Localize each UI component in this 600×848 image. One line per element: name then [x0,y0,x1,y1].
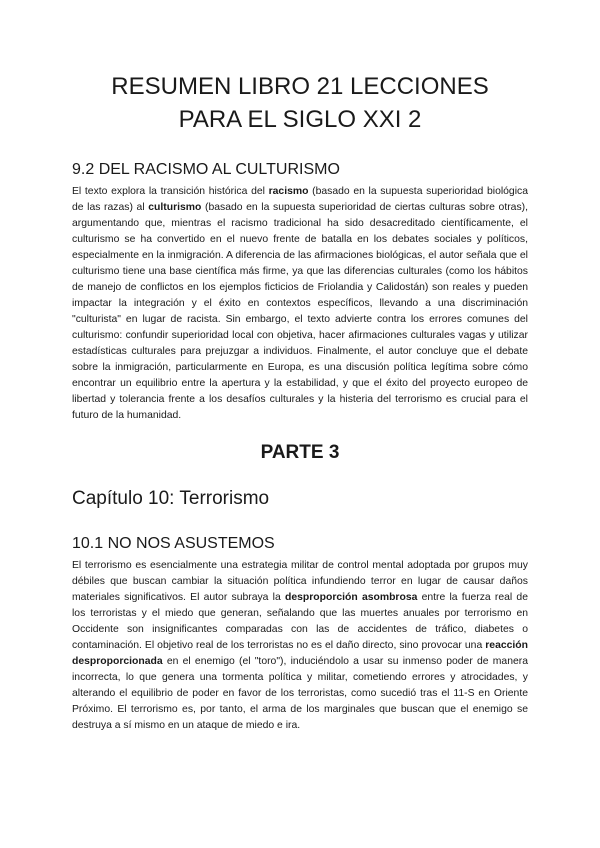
paragraph-terrorismo: El terrorismo es esencialmente una estrategia militar de control mental adoptada por grupos muy débiles que buscan cambiar la situación política infundiendo terror en lugar de causar daños materiales significativos. El autor subraya la desproporción asombrosa entre la fuerza real de los terroristas y el miedo que generan, señalando que las muertes anuales por terrorismo en Occidente son insignificantes comparadas con las de accidentes de tráfico, diabetes o contaminación. El objetivo real de los terroristas no es el daño directo, sino provocar una reacción desproporcionada en el enemigo (el "toro"), induciéndolo a usar su inmenso poder de manera incorrecta, lo que genera una tormenta política y militar, cometiendo errores y atrocidades, y alterando el equilibrio de poder en favor de los terroristas, como sucedió tras el 11-S en Oriente Próximo. El terrorismo es, por tanto, el arma de los marginales que buscan que el enemigo se destruya a sí mismo en un ataque de miedo e ira. [72,560,528,731]
bold-reaccion: reacción desproporcionada [72,640,528,667]
bold-racismo: racismo [268,186,309,197]
title-line-2: PARA EL SIGLO XXI 2 [178,106,422,133]
part-heading: PARTE 3 [260,442,340,463]
section-heading-10-1: 10.1 NO NOS ASUSTEMOS [72,535,275,552]
title-line-1: RESUMEN LIBRO 21 LECCIONES [111,73,489,100]
bold-desproporcion: desproporción asombrosa [284,592,418,603]
section-heading-9-2: 9.2 DEL RACISMO AL CULTURISMO [72,161,340,178]
document-title [60,70,540,136]
chapter-title: Capítulo 10: Terrorismo [72,488,270,509]
bold-culturismo: culturismo [148,202,202,213]
paragraph-racismo-culturismo: El texto explora la transición histórica del racismo (basado en la supuesta superioridad biológica de las razas) al culturismo (basado en la supuesta superioridad de ciertas culturas sobre otras), argumentando que, mientras el racismo tradicional ha sido desacreditado científicamente, el culturismo se ha convertido en el nuevo frente de batalla en los debates sociales y políticos, especialmente en la inmigración. A diferencia de las afirmaciones biológicas, el autor señala que el culturismo tiene una base científica más firme, ya que las diferencias culturales (como los hábitos de manejo de conflictos en los ejemplos ficticios de Friolandia y Calidostán) son reales y pueden impactar la integración y el éxito en contextos específicos, llevando a una discriminación "culturista" en lugar de racista. Sin embargo, el texto advierte contra los errores comunes del culturismo: confundir superioridad local con objetiva, hacer afirmaciones culturales vagas y utilizar estadísticas culturales para prejuzgar a individuos. Finalmente, el autor concluye que el debate sobre la inmigración, particularmente en Europa, es una discusión política legítima sobre cómo encontrar un equilibrio entre la apertura y la estabilidad, y que el éxito del proyecto europeo de libertad y tolerancia frente a los desafíos culturales y la histeria del terrorismo es crucial para el futuro de la humanidad. [72,186,529,421]
